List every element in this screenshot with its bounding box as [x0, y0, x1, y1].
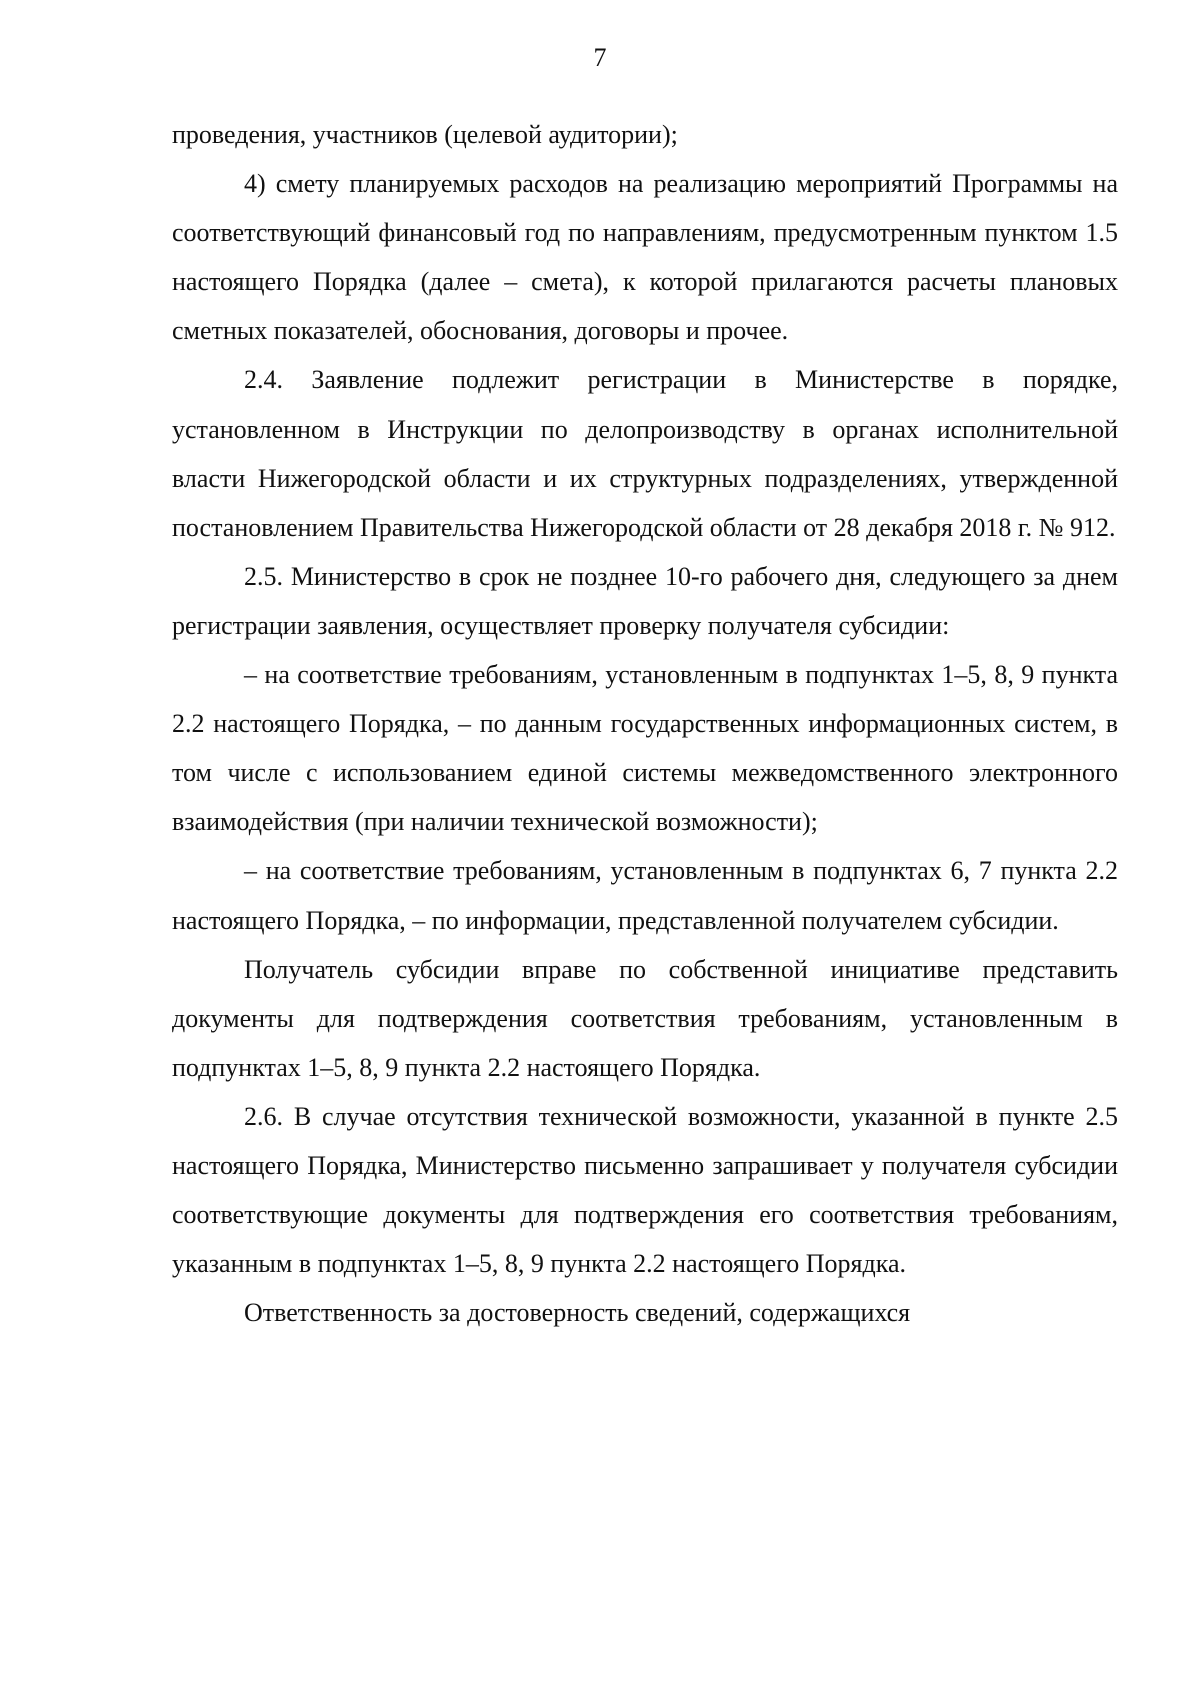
paragraph-5: – на соответствие требованиям, установленным в подпунктах 1–5, 8, 9 пункта 2.2 настоящего Порядка, – по данным государственных информационных систем, в том числе с использованием единой системы межведомственного электронного взаимодействия (при наличии технической возможности); [172, 660, 1118, 837]
paragraph-6: – на соответствие требованиям, установленным в подпунктах 6, 7 пункта 2.2 настоящего Порядка, – по информации, представленной получателем субсидии. [172, 856, 1118, 935]
paragraph-9: Ответственность за достоверность сведений, содержащихся [244, 1298, 911, 1328]
paragraph-7: Получатель субсидии вправе по собственной инициативе представить документы для подтверждения соответствия требованиям, установленным в подпунктах 1–5, 8, 9 пункта 2.2 настоящего Порядка. [172, 954, 1118, 1082]
document-body [172, 110, 1118, 1337]
paragraph-1: проведения, участников (целевой аудитории); [172, 120, 678, 149]
paragraph-4: 2.5. Министерство в срок не позднее 10-го рабочего дня, следующего за днем регистрации заявления, осуществляет проверку получателя субсидии: [172, 561, 1118, 640]
paragraph-8: 2.6. В случае отсутствия технической возможности, указанной в пункте 2.5 настоящего Порядка, Министерство письменно запрашивает у получателя субсидии соответствующие документы для подтверждения его соответствия требованиям, указанным в подпунктах 1–5, 8, 9 пункта 2.2 настоящего Порядка. [172, 1101, 1118, 1279]
paragraph-3: 2.4. Заявление подлежит регистрации в Министерстве в порядке, установленном в Инструкции по делопроизводству в органах исполнительной власти Нижегородской области и их структурных подразделениях, утвержденной постановлением Правительства Нижегородской области от 28 декабря 2018 г. № 912. [172, 365, 1118, 542]
paragraph-2: 4) смету планируемых расходов на реализацию мероприятий Программы на соответствующий финансовый год по направлениям, предусмотренным пунктом 1.5 настоящего Порядка (далее – смета), к которой прилагаются расчеты плановых сметных показателей, обоснования, договоры и прочее. [172, 169, 1118, 346]
page-number: 7 [593, 43, 607, 72]
